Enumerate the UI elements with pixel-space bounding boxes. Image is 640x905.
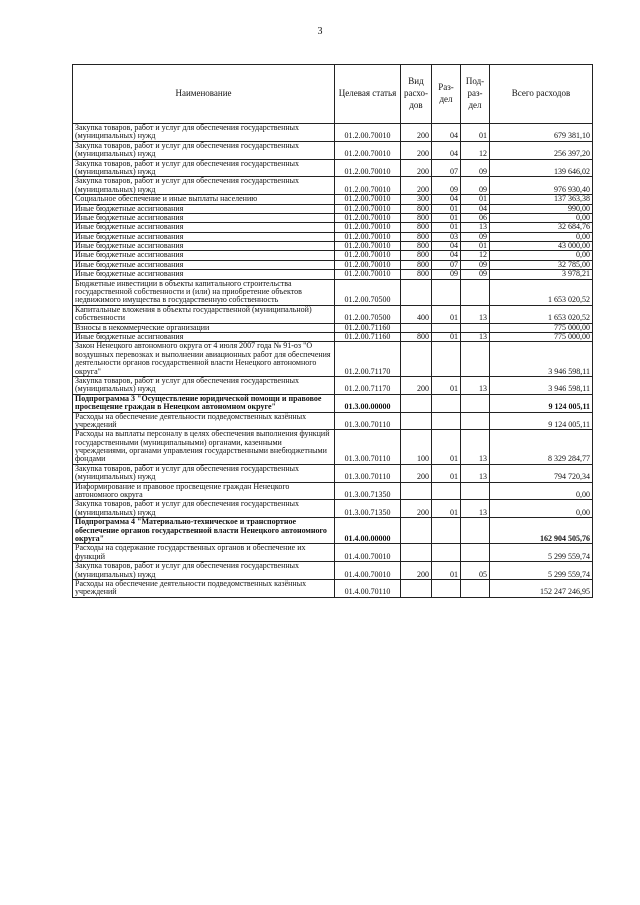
row-vid	[401, 518, 432, 544]
row-code: 01.2.00.70010	[335, 260, 401, 269]
row-name: Взносы в некоммерческие организации	[73, 323, 335, 332]
row-code: 01.4.00.70010	[335, 562, 401, 580]
row-podrazdel: 13	[461, 464, 490, 482]
row-razdel: 01	[432, 223, 461, 232]
table-header	[73, 65, 593, 124]
row-podrazdel: 01	[461, 124, 490, 142]
row-podrazdel: 13	[461, 376, 490, 394]
row-code: 01.2.00.70010	[335, 223, 401, 232]
table-row	[73, 251, 593, 260]
row-total: 8 329 284,77	[490, 430, 593, 465]
row-name: Закон Ненецкого автономного округа от 4 июля 2007 года № 91-оз "О воздушных перевозках и выполнении авиационных работ для обеспечения деятельности органов государственной власти Ненецкого автономного округа"	[73, 342, 335, 377]
row-total: 9 124 005,11	[490, 412, 593, 430]
row-total: 976 930,40	[490, 177, 593, 195]
row-code: 01.2.00.71160	[335, 323, 401, 332]
row-total: 0,00	[490, 251, 593, 260]
row-razdel: 01	[432, 305, 461, 323]
row-podrazdel: 09	[461, 270, 490, 279]
row-code: 01.2.00.70010	[335, 270, 401, 279]
budget-table	[72, 64, 593, 598]
row-total: 43 000,00	[490, 242, 593, 251]
row-podrazdel: 09	[461, 177, 490, 195]
header-code: Целевая статья	[335, 65, 401, 124]
row-podrazdel: 13	[461, 430, 490, 465]
row-code: 01.2.00.70010	[335, 213, 401, 222]
row-vid	[401, 279, 432, 305]
row-total: 990,00	[490, 204, 593, 213]
row-vid: 200	[401, 141, 432, 159]
row-name: Подпрограмма 3 "Осуществление юридической помощи и правовое просвещение граждан в Ненецком автономном округе"	[73, 394, 335, 412]
row-razdel: 01	[432, 376, 461, 394]
row-code: 01.2.00.70010	[335, 195, 401, 204]
row-vid: 200	[401, 500, 432, 518]
row-name: Иные бюджетные ассигнования	[73, 204, 335, 213]
row-razdel	[432, 482, 461, 500]
table-row	[73, 232, 593, 241]
row-podrazdel: 04	[461, 204, 490, 213]
row-podrazdel: 09	[461, 260, 490, 269]
row-razdel: 01	[432, 464, 461, 482]
table-row	[73, 482, 593, 500]
row-name: Закупка товаров, работ и услуг для обеспечения государственных (муниципальных) нужд	[73, 376, 335, 394]
row-podrazdel: 13	[461, 223, 490, 232]
row-razdel: 03	[432, 232, 461, 241]
header-razdel: Раз-дел	[432, 65, 461, 124]
row-podrazdel	[461, 544, 490, 562]
row-name: Иные бюджетные ассигнования	[73, 232, 335, 241]
row-razdel	[432, 544, 461, 562]
row-vid: 200	[401, 177, 432, 195]
row-podrazdel: 01	[461, 195, 490, 204]
row-razdel: 07	[432, 159, 461, 177]
row-razdel: 01	[432, 332, 461, 341]
row-name: Расходы на обеспечение деятельности подведомственных казённых учреждений	[73, 412, 335, 430]
row-podrazdel	[461, 482, 490, 500]
table-row	[73, 195, 593, 204]
row-razdel	[432, 412, 461, 430]
row-podrazdel	[461, 412, 490, 430]
row-vid	[401, 544, 432, 562]
row-razdel	[432, 579, 461, 597]
table-row	[73, 204, 593, 213]
row-vid: 200	[401, 124, 432, 142]
row-name: Иные бюджетные ассигнования	[73, 260, 335, 269]
row-code: 01.2.00.70010	[335, 159, 401, 177]
row-podrazdel: 13	[461, 305, 490, 323]
row-name: Расходы на выплаты персоналу в целях обеспечения выполнения функций государственными (муниципальными) органами, казенными учреждениями, органами управления государственными внебюджетными фондами	[73, 430, 335, 465]
row-podrazdel: 09	[461, 159, 490, 177]
row-razdel	[432, 518, 461, 544]
row-name: Иные бюджетные ассигнования	[73, 242, 335, 251]
table-row	[73, 213, 593, 222]
row-vid	[401, 412, 432, 430]
row-name: Расходы на обеспечение деятельности подведомственных казённых учреждений	[73, 579, 335, 597]
row-razdel: 04	[432, 242, 461, 251]
row-razdel	[432, 323, 461, 332]
row-podrazdel	[461, 579, 490, 597]
row-name: Закупка товаров, работ и услуг для обеспечения государственных (муниципальных) нужд	[73, 562, 335, 580]
row-razdel: 09	[432, 270, 461, 279]
row-code: 01.2.00.71170	[335, 376, 401, 394]
row-razdel	[432, 342, 461, 377]
row-total: 0,00	[490, 500, 593, 518]
row-vid: 800	[401, 232, 432, 241]
row-vid	[401, 323, 432, 332]
row-name: Иные бюджетные ассигнования	[73, 223, 335, 232]
row-name: Закупка товаров, работ и услуг для обеспечения государственных (муниципальных) нужд	[73, 159, 335, 177]
table-row	[73, 376, 593, 394]
row-razdel: 01	[432, 213, 461, 222]
row-name: Закупка товаров, работ и услуг для обеспечения государственных (муниципальных) нужд	[73, 124, 335, 142]
row-razdel: 07	[432, 260, 461, 269]
row-razdel: 04	[432, 141, 461, 159]
table-row	[73, 412, 593, 430]
row-podrazdel: 09	[461, 232, 490, 241]
row-code: 01.2.00.71170	[335, 342, 401, 377]
row-code: 01.4.00.70110	[335, 579, 401, 597]
row-name: Бюджетные инвестиции в объекты капитального строительства государственной собственности и (или) на приобретение объектов недвижимого имущества в государственную собственность	[73, 279, 335, 305]
header-podrazdel: Под-раз-дел	[461, 65, 490, 124]
row-podrazdel: 01	[461, 242, 490, 251]
row-podrazdel: 13	[461, 500, 490, 518]
row-vid	[401, 579, 432, 597]
row-vid: 800	[401, 223, 432, 232]
row-name: Иные бюджетные ассигнования	[73, 332, 335, 341]
row-total: 0,00	[490, 482, 593, 500]
row-vid: 200	[401, 159, 432, 177]
row-vid	[401, 342, 432, 377]
table-row	[73, 124, 593, 142]
row-name: Капитальные вложения в объекты государственной (муниципальной) собственности	[73, 305, 335, 323]
row-total: 794 720,34	[490, 464, 593, 482]
table-row	[73, 500, 593, 518]
row-vid: 800	[401, 204, 432, 213]
row-podrazdel	[461, 394, 490, 412]
row-podrazdel	[461, 342, 490, 377]
row-code: 01.2.00.70010	[335, 177, 401, 195]
table-row	[73, 270, 593, 279]
row-code: 01.2.00.70500	[335, 305, 401, 323]
table-row	[73, 342, 593, 377]
row-vid: 300	[401, 195, 432, 204]
row-podrazdel	[461, 323, 490, 332]
row-code: 01.4.00.70010	[335, 544, 401, 562]
row-podrazdel: 12	[461, 251, 490, 260]
row-name: Закупка товаров, работ и услуг для обеспечения государственных (муниципальных) нужд	[73, 141, 335, 159]
row-razdel: 01	[432, 500, 461, 518]
row-total: 152 247 246,95	[490, 579, 593, 597]
row-razdel: 04	[432, 124, 461, 142]
table-row	[73, 464, 593, 482]
row-total: 3 978,21	[490, 270, 593, 279]
row-name: Подпрограмма 4 "Материально-техническое и транспортное обеспечение органов государственной власти Ненецкого автономного округа"	[73, 518, 335, 544]
row-vid: 200	[401, 464, 432, 482]
row-razdel	[432, 279, 461, 305]
table-row	[73, 544, 593, 562]
row-total: 5 299 559,74	[490, 562, 593, 580]
row-razdel: 01	[432, 204, 461, 213]
table-row	[73, 279, 593, 305]
row-name: Социальное обеспечение и иные выплаты населению	[73, 195, 335, 204]
row-total: 775 000,00	[490, 332, 593, 341]
row-total: 0,00	[490, 232, 593, 241]
row-podrazdel: 05	[461, 562, 490, 580]
row-vid: 800	[401, 213, 432, 222]
row-code: 01.2.00.70010	[335, 141, 401, 159]
table-row	[73, 430, 593, 465]
row-code: 01.3.00.71350	[335, 482, 401, 500]
row-total: 32 684,76	[490, 223, 593, 232]
table-row	[73, 177, 593, 195]
row-total: 162 904 505,76	[490, 518, 593, 544]
row-podrazdel	[461, 518, 490, 544]
table-row	[73, 518, 593, 544]
row-name: Расходы на содержание государственных органов и обеспечение их функций	[73, 544, 335, 562]
row-code: 01.2.00.70010	[335, 251, 401, 260]
row-name: Иные бюджетные ассигнования	[73, 270, 335, 279]
row-vid: 800	[401, 332, 432, 341]
row-vid: 100	[401, 430, 432, 465]
row-name: Закупка товаров, работ и услуг для обеспечения государственных (муниципальных) нужд	[73, 177, 335, 195]
row-podrazdel: 12	[461, 141, 490, 159]
row-code: 01.3.00.70110	[335, 464, 401, 482]
row-code: 01.4.00.00000	[335, 518, 401, 544]
row-vid: 800	[401, 270, 432, 279]
row-razdel	[432, 394, 461, 412]
row-total: 3 946 598,11	[490, 342, 593, 377]
row-code: 01.2.00.70010	[335, 242, 401, 251]
row-vid: 800	[401, 260, 432, 269]
row-code: 01.3.00.71350	[335, 500, 401, 518]
header-vid: Вид расхо-дов	[401, 65, 432, 124]
row-code: 01.2.00.70010	[335, 232, 401, 241]
row-total: 3 946 598,11	[490, 376, 593, 394]
table-row	[73, 305, 593, 323]
table-row	[73, 579, 593, 597]
row-name: Информирование и правовое просвещение граждан Ненецкого автономного округа	[73, 482, 335, 500]
row-total: 1 653 020,52	[490, 279, 593, 305]
row-vid: 800	[401, 251, 432, 260]
row-code: 01.3.00.00000	[335, 394, 401, 412]
row-total: 775 000,00	[490, 323, 593, 332]
row-name: Закупка товаров, работ и услуг для обеспечения государственных (муниципальных) нужд	[73, 464, 335, 482]
table-row	[73, 159, 593, 177]
row-code: 01.2.00.71160	[335, 332, 401, 341]
row-podrazdel	[461, 279, 490, 305]
row-vid: 200	[401, 562, 432, 580]
row-name: Иные бюджетные ассигнования	[73, 213, 335, 222]
row-vid	[401, 482, 432, 500]
row-total: 139 646,02	[490, 159, 593, 177]
header-total: Всего расходов	[490, 65, 593, 124]
table-row	[73, 242, 593, 251]
table-row	[73, 223, 593, 232]
row-total: 256 397,20	[490, 141, 593, 159]
row-code: 01.3.00.70110	[335, 430, 401, 465]
row-total: 5 299 559,74	[490, 544, 593, 562]
row-total: 1 653 020,52	[490, 305, 593, 323]
row-razdel: 04	[432, 195, 461, 204]
table-row	[73, 323, 593, 332]
row-podrazdel: 06	[461, 213, 490, 222]
row-vid	[401, 394, 432, 412]
row-razdel: 01	[432, 562, 461, 580]
row-code: 01.2.00.70500	[335, 279, 401, 305]
row-total: 9 124 005,11	[490, 394, 593, 412]
row-name: Иные бюджетные ассигнования	[73, 251, 335, 260]
row-razdel: 04	[432, 251, 461, 260]
row-razdel: 01	[432, 430, 461, 465]
row-code: 01.2.00.70010	[335, 204, 401, 213]
page-number: 3	[317, 26, 323, 37]
table-row	[73, 562, 593, 580]
row-razdel: 09	[432, 177, 461, 195]
table-body	[73, 124, 593, 598]
row-vid: 400	[401, 305, 432, 323]
row-total: 32 785,00	[490, 260, 593, 269]
row-code: 01.3.00.70110	[335, 412, 401, 430]
row-name: Закупка товаров, работ и услуг для обеспечения государственных (муниципальных) нужд	[73, 500, 335, 518]
table-row	[73, 260, 593, 269]
row-total: 137 363,38	[490, 195, 593, 204]
row-vid: 200	[401, 376, 432, 394]
row-podrazdel: 13	[461, 332, 490, 341]
row-total: 679 381,10	[490, 124, 593, 142]
row-code: 01.2.00.70010	[335, 124, 401, 142]
header-name: Наименование	[73, 65, 335, 124]
row-vid: 800	[401, 242, 432, 251]
table-row	[73, 141, 593, 159]
table-row	[73, 332, 593, 341]
row-total: 0,00	[490, 213, 593, 222]
table-row	[73, 394, 593, 412]
